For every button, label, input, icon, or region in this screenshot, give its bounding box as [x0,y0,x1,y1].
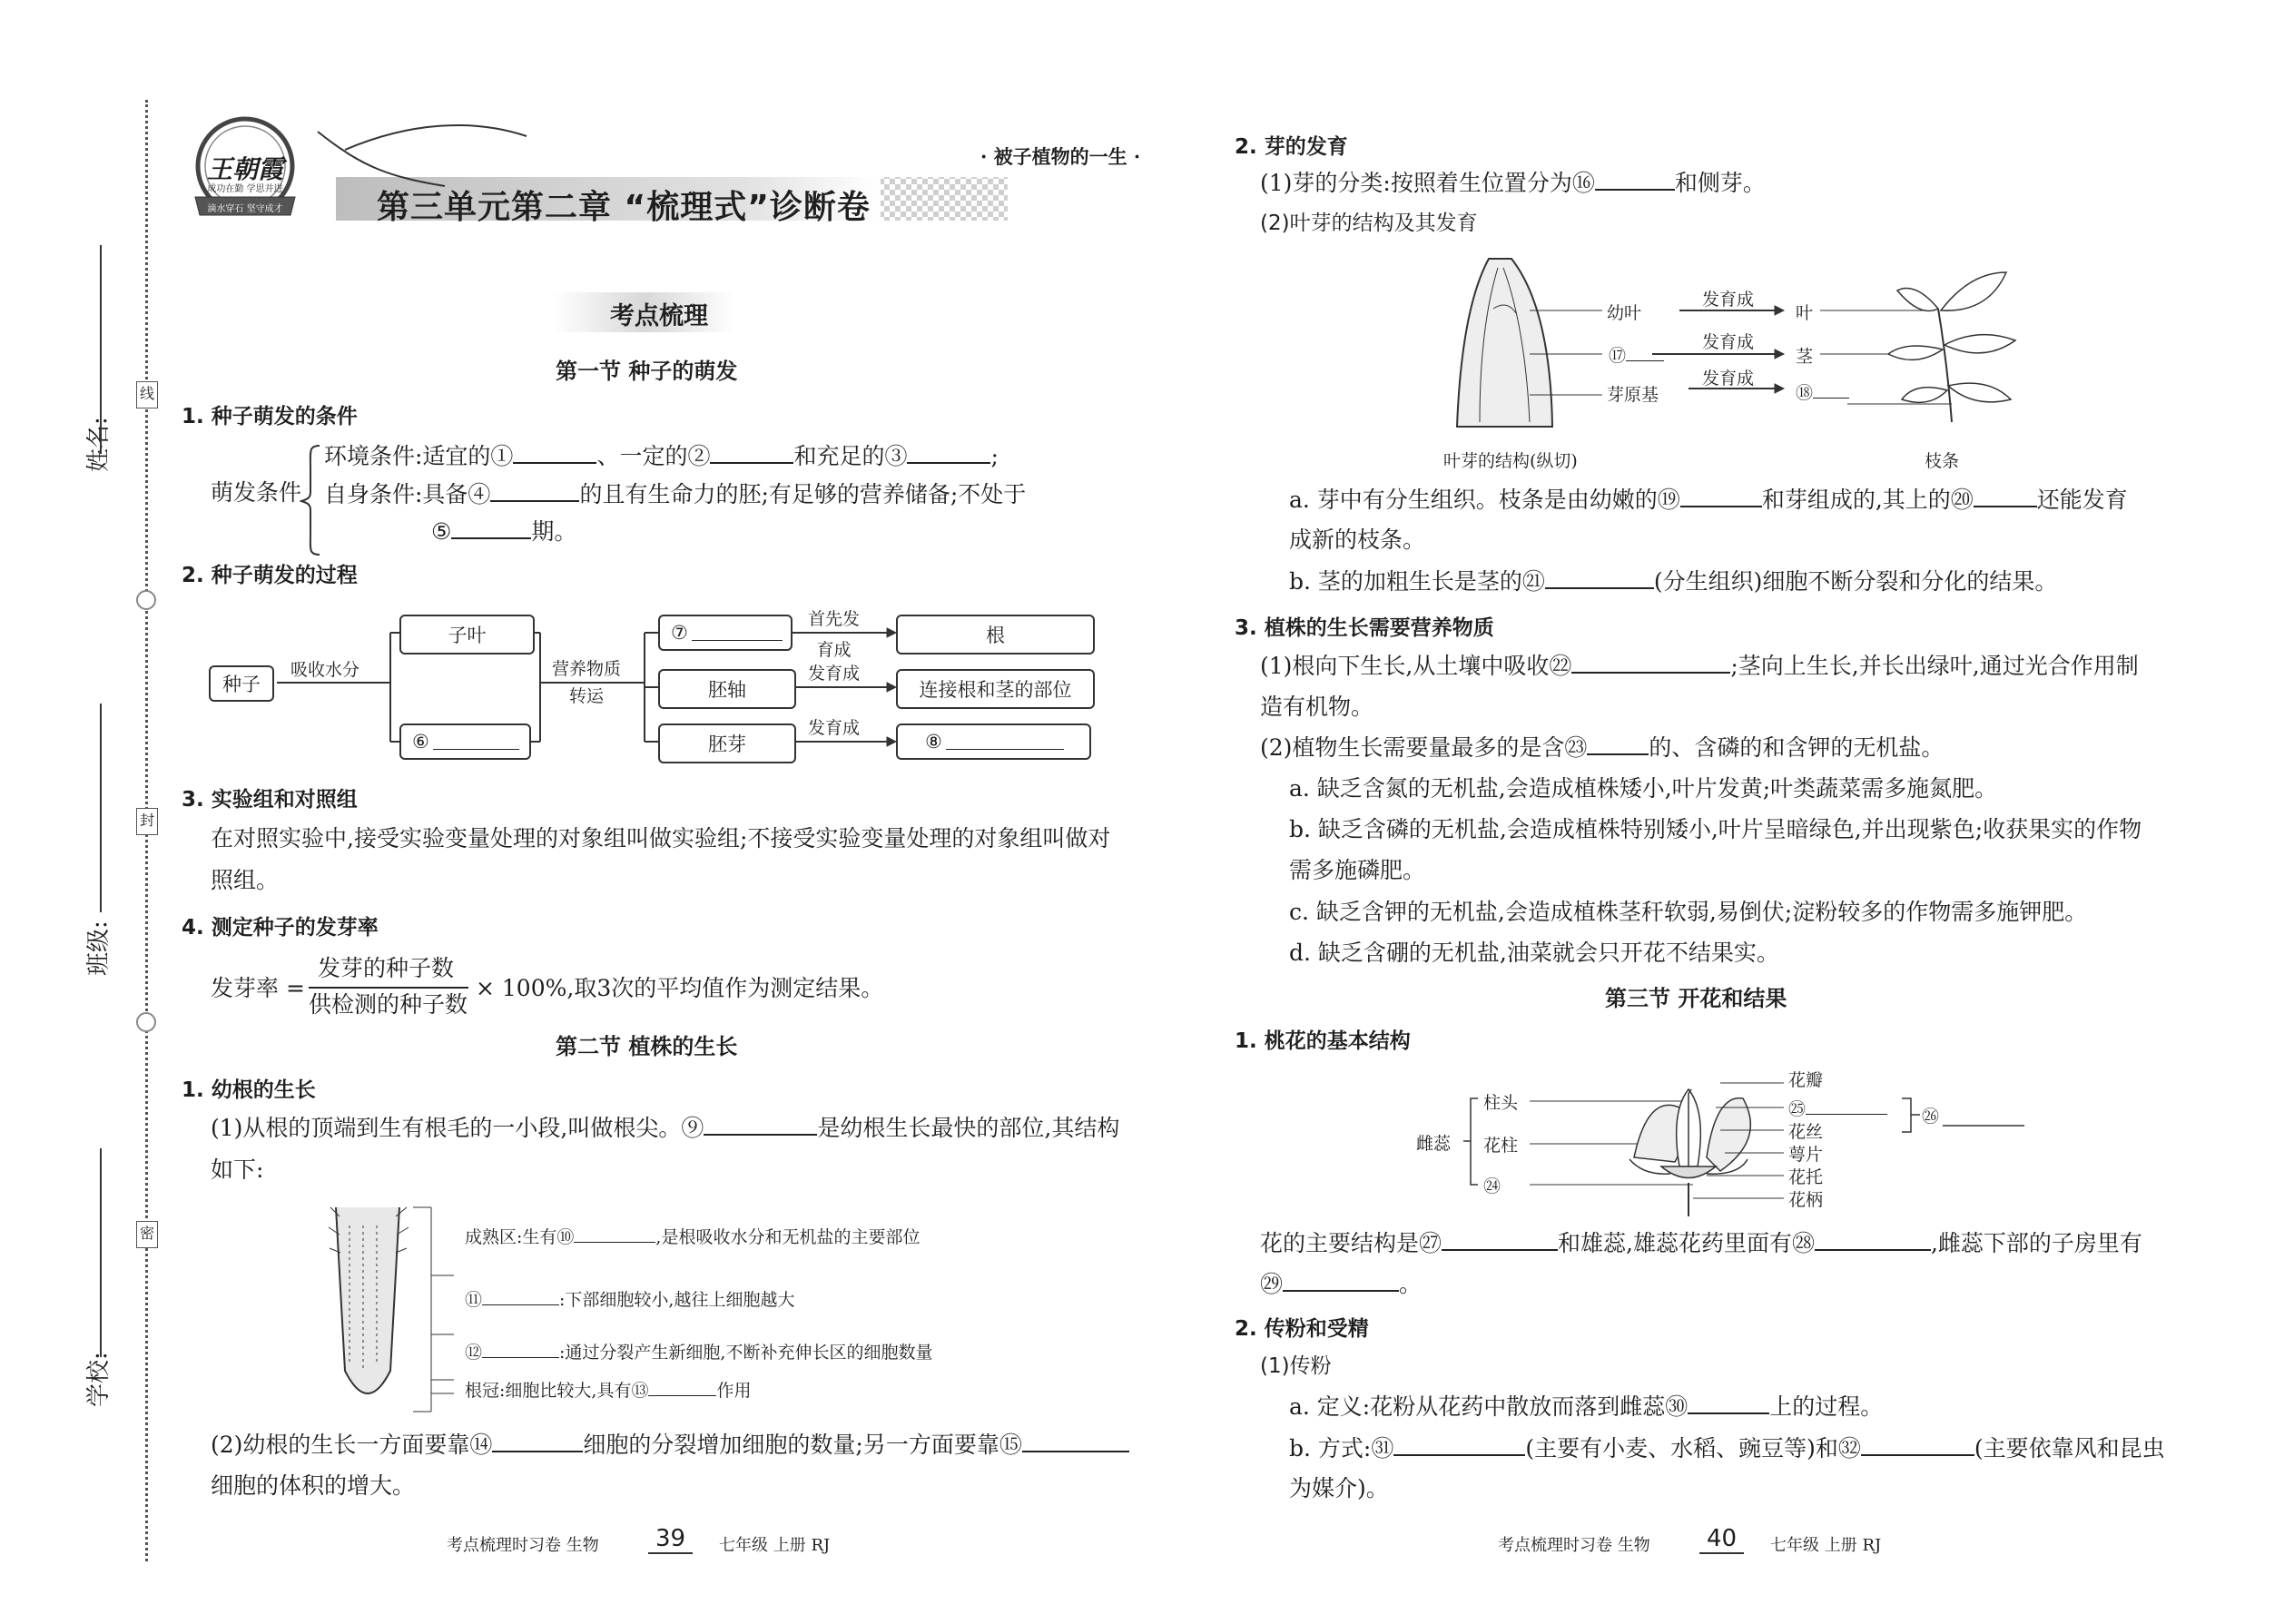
p-heading: 2. 传粉和受精 [1235,1317,1369,1341]
name-field[interactable] [100,245,102,454]
s3-para-2: 照组。 [211,867,280,893]
page-number: 39 [648,1525,693,1554]
bud-diagram [1443,254,2079,477]
n-para-b2: 需多施磷肥。 [1289,857,1426,883]
b-para-1: (1)芽的分类:按照着生位置分为⑯ 和侧芽。 [1260,170,1766,196]
flow-nutrient-transport: 营养物质 转运 [552,659,622,706]
flower-pedicel: 花柄 [1788,1190,1824,1210]
germination-flowchart [204,604,1112,776]
n-para-b1: b. 缺乏含磷的无机盐,会造成植株特别矮小,叶片呈暗绿色,并出现紫色;收获果实的作物 [1289,816,2142,842]
flower-diagram [1416,1058,2052,1221]
page-number: 40 [1699,1525,1744,1554]
root-elongation-zone: ⑪ :下部细胞较小,越往上细胞越大 [465,1290,795,1310]
class-label: 班级: [85,920,113,976]
bud-caption-right: 枝条 [1925,451,1960,471]
g1-para-2: 如下: [211,1156,264,1183]
bud-blank-18: ⑱ [1796,379,1849,404]
flower-stigma: 柱头 [1483,1093,1519,1113]
footer-left: 考点梳理时习卷 生物 39 七年级 上册 RJ [447,1525,831,1555]
s4-heading: 4. 测定种子的发芽率 [182,916,379,940]
f-heading: 1. 桃花的基本结构 [1235,1029,1411,1053]
flow-seed: 种子 [209,665,274,702]
bud-develop-2: 发育成 [1702,332,1755,352]
flow-hypocotyl: 胚轴 [658,669,796,709]
root-tip-drawing [327,1198,472,1421]
f-para-1: 花的主要结构是㉗ 和雄蕊,雄蕊花药里面有㉘ ,雌蕊下部的子房里有 [1260,1230,2142,1256]
p-subheading: (1)传粉 [1260,1354,1332,1378]
flower-style: 花柱 [1483,1136,1519,1156]
flow-develop-into: 发育成 [808,664,861,684]
flower-blank-25: ㉕ [1788,1096,1887,1120]
bud-stem: 茎 [1796,347,1814,367]
n-heading: 3. 植株的生长需要营养物质 [1235,616,1494,640]
bud-young-leaf: 幼叶 [1607,303,1642,323]
root-meristem-zone: ⑫ :通过分裂产生新细胞,不断补充伸长区的细胞数量 [465,1343,933,1363]
binding-hole-icon [136,590,156,610]
flow-develop-into: 发育成 [808,718,861,738]
school-label: 学校: [85,1352,113,1407]
s1-heading: 1. 种子萌发的条件 [182,405,358,428]
s1-line2: 自身条件:具备④ 的且有生命力的胚;有足够的营养储备;不处于 [324,481,1027,507]
flower-sepal: 萼片 [1788,1145,1824,1165]
n-para-1: (1)根向下生长,从土壤中吸收㉒ ;茎向上生长,并长出绿叶,通过光合作用制 [1260,653,2139,679]
s1-line1: 环境条件:适宜的① 、一定的② 和充足的③ ; [324,443,999,469]
bud-drawing [1443,254,2079,436]
g1-para-4: 细胞的体积的增大。 [211,1472,416,1499]
flow-root: 根 [896,615,1095,655]
s1-label: 萌发条件 [211,479,302,506]
root-maturation-zone: 成熟区:生有⑩ ,是根吸收水分和无机盐的主要部位 [465,1227,921,1247]
flower-petal: 花瓣 [1788,1070,1824,1090]
g1-para-3: (2)幼根的生长一方面要靠⑭ 细胞的分裂增加细胞的数量;另一方面要靠⑮ [211,1430,1129,1461]
sec1-title: 第一节 种子的萌发 [556,359,738,384]
n-para-a: a. 缺乏含氮的无机盐,会造成植株矮小,叶片发黄;叶类蔬菜需多施氮肥。 [1289,775,1998,802]
sec2-title: 第二节 植株的生长 [556,1034,738,1059]
bud-blank-17: ⑰ [1609,342,1664,367]
bud-caption-left: 叶芽的结构(纵切) [1443,451,1578,471]
flow-blank-7: ⑦ [658,615,793,651]
p-para-a: a. 定义:花粉从花药中散放而落到雌蕊㉚ 上的过程。 [1289,1393,1884,1420]
flow-plumule: 胚芽 [658,723,796,763]
seal-mark-line: 线 [136,381,158,408]
flow-absorb-water: 吸收水分 [290,660,360,680]
bud-develop-3: 发育成 [1702,369,1755,389]
s2-heading: 2. 种子萌发的过程 [182,564,358,587]
flow-blank-6: ⑥ [399,723,531,760]
s3-para-1: 在对照实验中,接受实验变量处理的对象组叫做实验组;不接受实验变量处理的对象组叫做对 [211,825,1111,851]
footer-right: 考点梳理时习卷 生物 40 七年级 上册 RJ [1498,1525,1882,1555]
p-para-b1: b. 方式:㉛ (主要有小麦、水稻、豌豆等)和㉜ (主要依靠风和昆虫 [1289,1435,2165,1462]
b-heading: 2. 芽的发育 [1235,135,1348,159]
flow-blank-8: ⑧ [896,723,1091,760]
g1-heading: 1. 幼根的生长 [182,1078,316,1102]
flow-connect-root-stem: 连接根和茎的部位 [896,669,1095,709]
g1-para-1: (1)从根的顶端到生有根毛的一小段,叫做根尖。⑨ 是幼根生长最快的部位,其结构 [211,1115,1120,1141]
n-para-c: c. 缺乏含钾的无机盐,会造成植株茎秆软弱,易倒伏;淀粉较多的作物需多施钾肥。 [1289,899,2088,925]
topic-label: · 被子植物的一生 · [980,145,1141,168]
brand-logo-text: 王朝霞 [206,154,283,184]
name-label: 姓名: [85,417,113,472]
brand-logo-ribbon: 滴水穿石 坚守成才 [207,204,283,214]
class-field[interactable] [100,704,102,912]
page-title: 第三单元第二章 “梳理式”诊断卷 [377,189,871,226]
flower-receptacle: 花托 [1788,1167,1824,1187]
flow-cotyledon: 子叶 [399,615,535,655]
n-para-2: 造有机物。 [1260,694,1374,720]
b-para-b1: b. 茎的加粗生长是茎的㉑ (分生组织)细胞不断分裂和分化的结果。 [1289,568,2058,595]
s1-brace [300,442,327,560]
bud-primordium: 芽原基 [1607,385,1659,405]
flower-filament: 花丝 [1788,1122,1824,1142]
b-para-2: (2)叶芽的结构及其发育 [1260,212,1478,235]
b-para-a1: a. 芽中有分生组织。枝条是由幼嫩的⑲ 和芽组成的,其上的⑳ 还能发育 [1289,487,2128,513]
school-field[interactable] [100,1148,102,1357]
n-para-3: (2)植物生长需要量最多的是含㉓ 的、含磷的和含钾的无机盐。 [1260,734,1944,761]
b-para-a2: 成新的枝条。 [1289,527,1426,553]
binding-hole-icon [136,1012,156,1032]
flower-pistil: 雌蕊 [1416,1134,1452,1154]
seal-mark-seal: 封 [136,808,158,835]
section-title: 考点梳理 [610,302,708,330]
binding-strip [64,0,172,1624]
root-cap: 根冠:细胞比较大,具有⑬ 作用 [465,1381,752,1401]
bud-develop-1: 发育成 [1702,290,1755,310]
root-tip-diagram [327,1198,1053,1421]
brand-logo [191,113,304,231]
flow-first-develop: 首先发 育成 [808,609,861,660]
brand-logo-motto: 成功在勤 学思并进 [207,184,283,194]
p-para-b2: 为媒介)。 [1289,1475,1389,1501]
f-para-2: ㉙ 。 [1260,1271,1423,1297]
header-banner [182,113,1141,226]
s1-line3: ⑤ 期。 [431,518,577,545]
sec3-title: 第三节 开花和结果 [1605,986,1787,1011]
germination-rate-formula: 发芽率 = 发芽的种子数 供检测的种子数 × 100%,取3次的平均值作为测定结果。 [211,955,884,1018]
bud-leaf: 叶 [1796,303,1814,323]
s3-heading: 3. 实验组和对照组 [182,788,358,812]
seal-mark-secret: 密 [136,1221,158,1248]
flower-blank-24: ㉔ [1483,1176,1501,1196]
n-para-d: d. 缺乏含硼的无机盐,油菜就会只开花不结果实。 [1289,940,1779,966]
flower-blank-26: ㉖ [1922,1107,1940,1127]
